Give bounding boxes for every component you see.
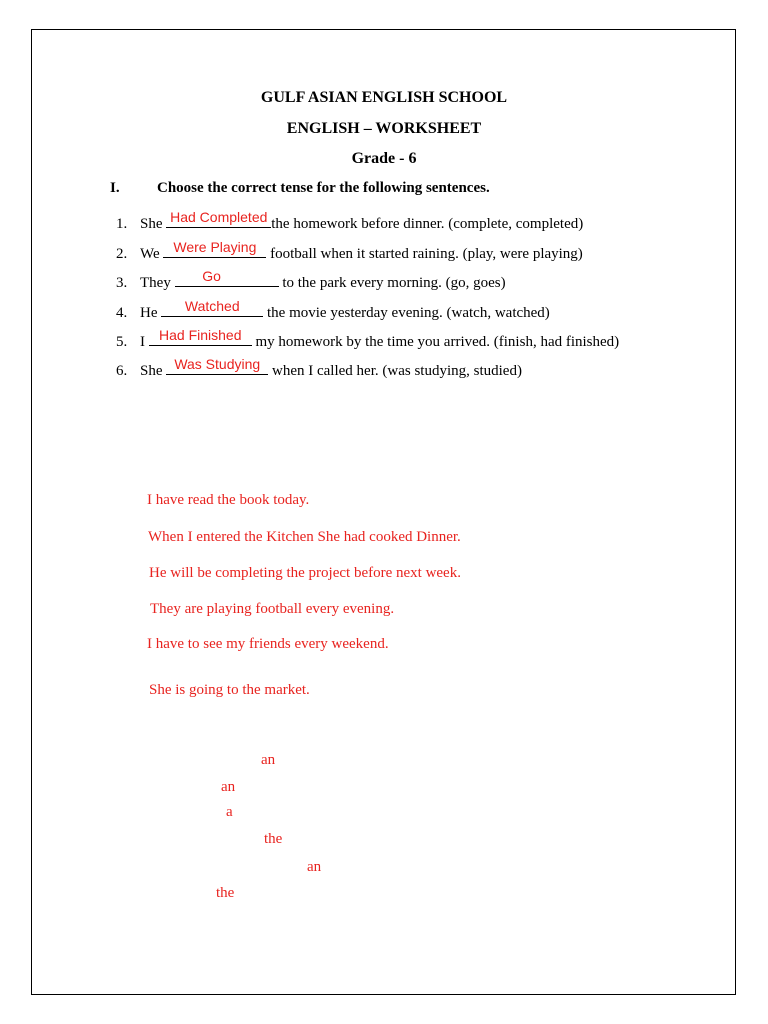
question-number: 5.: [116, 334, 128, 350]
answer-sentence-2: When I entered the Kitchen She had cooked Dinner.: [148, 529, 461, 545]
question-number: 3.: [116, 275, 128, 291]
answer-text: Had Completed: [170, 209, 268, 225]
question-text-after: to the park every morning. (go, goes): [278, 275, 506, 291]
question-text-before: I: [140, 334, 149, 350]
answer-blank[interactable]: [175, 268, 279, 287]
question-6: [116, 356, 522, 379]
answer-text: Were Playing: [173, 239, 257, 255]
question-text-after: football when it started raining. (play, were playing): [266, 246, 583, 262]
question-number: 2.: [116, 246, 128, 262]
question-2: [116, 239, 583, 262]
answer-blank[interactable]: [166, 356, 268, 375]
question-text-before: She: [140, 363, 167, 379]
answer-sentence-1: I have read the book today.: [147, 492, 310, 508]
answer-sentence-6: She is going to the market.: [149, 682, 310, 698]
answer-sentence-5: I have to see my friends every weekend.: [147, 636, 389, 652]
article-answer-6: the: [216, 885, 235, 901]
question-text-after: the movie yesterday evening. (watch, watched): [263, 305, 550, 321]
question-number: 6.: [116, 363, 128, 379]
question-text-before: She: [140, 216, 167, 232]
answer-blank[interactable]: [149, 327, 252, 346]
question-text-after: my homework by the time you arrived. (finish, had finished): [251, 334, 620, 350]
page-border: [31, 29, 736, 995]
answer-sentence-3: He will be completing the project before next week.: [149, 565, 461, 581]
question-number: 4.: [116, 305, 128, 321]
answer-blank[interactable]: [161, 298, 263, 317]
answer-sentence-4: They are playing football every evening.: [150, 601, 395, 617]
question-5: [116, 327, 620, 350]
article-answer-4: the: [264, 831, 283, 847]
article-answer-1: an: [261, 752, 276, 768]
question-text-after: when I called her. (was studying, studied): [268, 363, 522, 379]
school-name: GULF ASIAN ENGLISH SCHOOL: [260, 89, 508, 106]
grade-label: Grade - 6: [351, 150, 417, 167]
answer-text: Was Studying: [174, 356, 261, 372]
question-1: [116, 209, 584, 232]
answer-text: Go: [202, 268, 221, 284]
question-text-after: the homework before dinner. (complete, completed): [271, 216, 584, 232]
section-number: I.: [110, 180, 120, 196]
article-answer-3: a: [226, 804, 233, 820]
question-text-before: We: [140, 246, 164, 262]
worksheet-title: ENGLISH – WORKSHEET: [286, 120, 482, 137]
question-text-before: They: [140, 275, 175, 291]
question-4: [116, 298, 550, 321]
answer-blank[interactable]: [163, 239, 266, 258]
answer-text: Watched: [184, 298, 240, 314]
question-number: 1.: [116, 216, 128, 232]
article-answer-5: an: [307, 859, 322, 875]
answer-text: Had Finished: [159, 327, 242, 343]
article-answer-2: an: [221, 779, 236, 795]
question-3: [116, 268, 506, 291]
answer-blank[interactable]: [166, 209, 271, 228]
section-instruction: Choose the correct tense for the following sentences.: [157, 180, 490, 196]
question-text-before: He: [140, 305, 162, 321]
